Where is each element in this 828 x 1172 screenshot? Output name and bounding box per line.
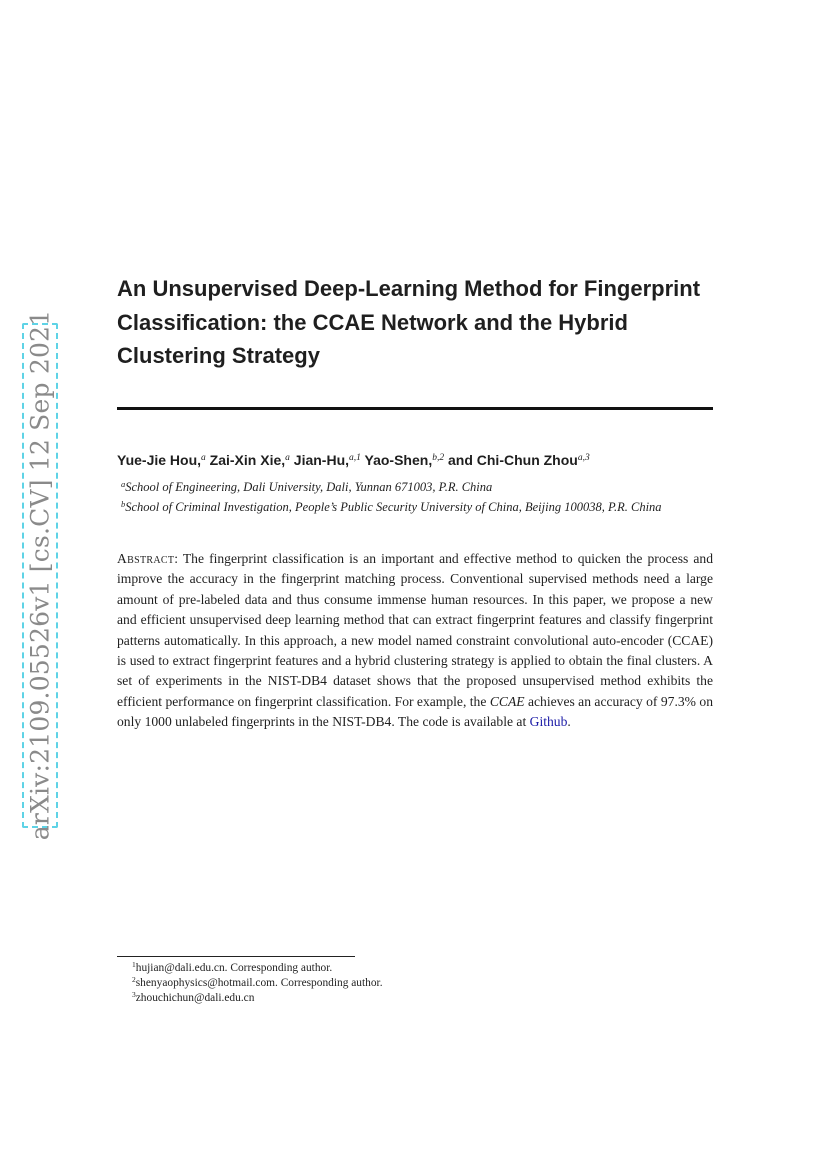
abstract: [117, 549, 713, 733]
footnote-3: [132, 992, 254, 1004]
footnote-text: shenyaophysics@hotmail.com. Corresponding author.: [135, 977, 383, 989]
footnote-text: hujian@dali.edu.cn. Corresponding author.: [135, 962, 333, 974]
abstract-text: : The fingerprint classification is an important and effective method to quicken the process and improve the accuracy in the fingerprint matching process. Conventional supervised methods need a large amount of pre-labeled data and thus consume immense human resources. In this paper, we propose a new and efficient unsupervised deep learning method that can extract fingerprint features and classify fingerprint patterns automatically. In this approach, a new model named constraint convolutional auto-encoder (CCAE) is used to extract fingerprint features and a hybrid clustering strategy is applied to obtain the final clusters. A set of experiments in the NIST-DB4 dataset shows that the proposed unsupervised method exhibits the efficient performance on fingerprint classification. For example, the: [117, 551, 713, 709]
affiliation-mark: b: [121, 499, 126, 509]
author-affil-mark: a: [285, 453, 290, 463]
abstract-text: achieves an accuracy of 97.3% on only 1000 unlabeled fingerprints in the NIST-DB4. The code is available at: [117, 693, 713, 730]
author-name: Yue-Jie Hou,: [117, 452, 202, 468]
author-conjunction: and: [447, 452, 473, 468]
footnote-2: [132, 977, 383, 989]
paper-title: An Unsupervised Deep-Learning Method for Fingerprint Classification: the CCAE Network and the Hybrid Clustering Strategy: [117, 276, 701, 368]
author-affil-mark: a,1: [349, 453, 361, 463]
footnote-mark: 1: [132, 960, 136, 969]
abstract-text-end: .: [567, 714, 571, 730]
arxiv-identifier: arXiv:2109.05526v1 [cs.CV] 12 Sep 2021: [25, 309, 55, 841]
author-affil-mark: b,2: [432, 453, 445, 463]
affiliation-a: [121, 480, 492, 495]
abstract-model-name: CCAE: [489, 693, 525, 709]
footnote-mark: 2: [132, 975, 136, 984]
author-affil-mark: a: [201, 453, 206, 463]
author-list: [117, 452, 590, 468]
author-name: Jian-Hu,: [293, 452, 350, 468]
github-link[interactable]: Github: [529, 714, 568, 730]
author-name: Yao-Shen,: [364, 452, 433, 468]
affiliation-text: School of Criminal Investigation, People’s Public Security University of China, Beijing 100038, P.R. China: [125, 500, 662, 514]
author-affil-mark: a,3: [577, 453, 590, 463]
affiliation-text: School of Engineering, Dali University, Dali, Yunnan 671003, P.R. China: [125, 480, 493, 494]
affiliation-mark: a: [121, 479, 126, 489]
title-divider: [117, 407, 713, 410]
footnote-mark: 3: [132, 990, 136, 999]
footnote-text: zhouchichun@dali.edu.cn: [135, 992, 255, 1004]
author-name: Chi-Chun Zhou: [476, 452, 578, 468]
author-name: Zai-Xin Xie,: [209, 452, 286, 468]
footnote-divider: [117, 956, 355, 957]
footnote-1: [132, 962, 332, 974]
affiliation-b: [121, 500, 662, 515]
abstract-label: Abstract: [117, 551, 175, 566]
